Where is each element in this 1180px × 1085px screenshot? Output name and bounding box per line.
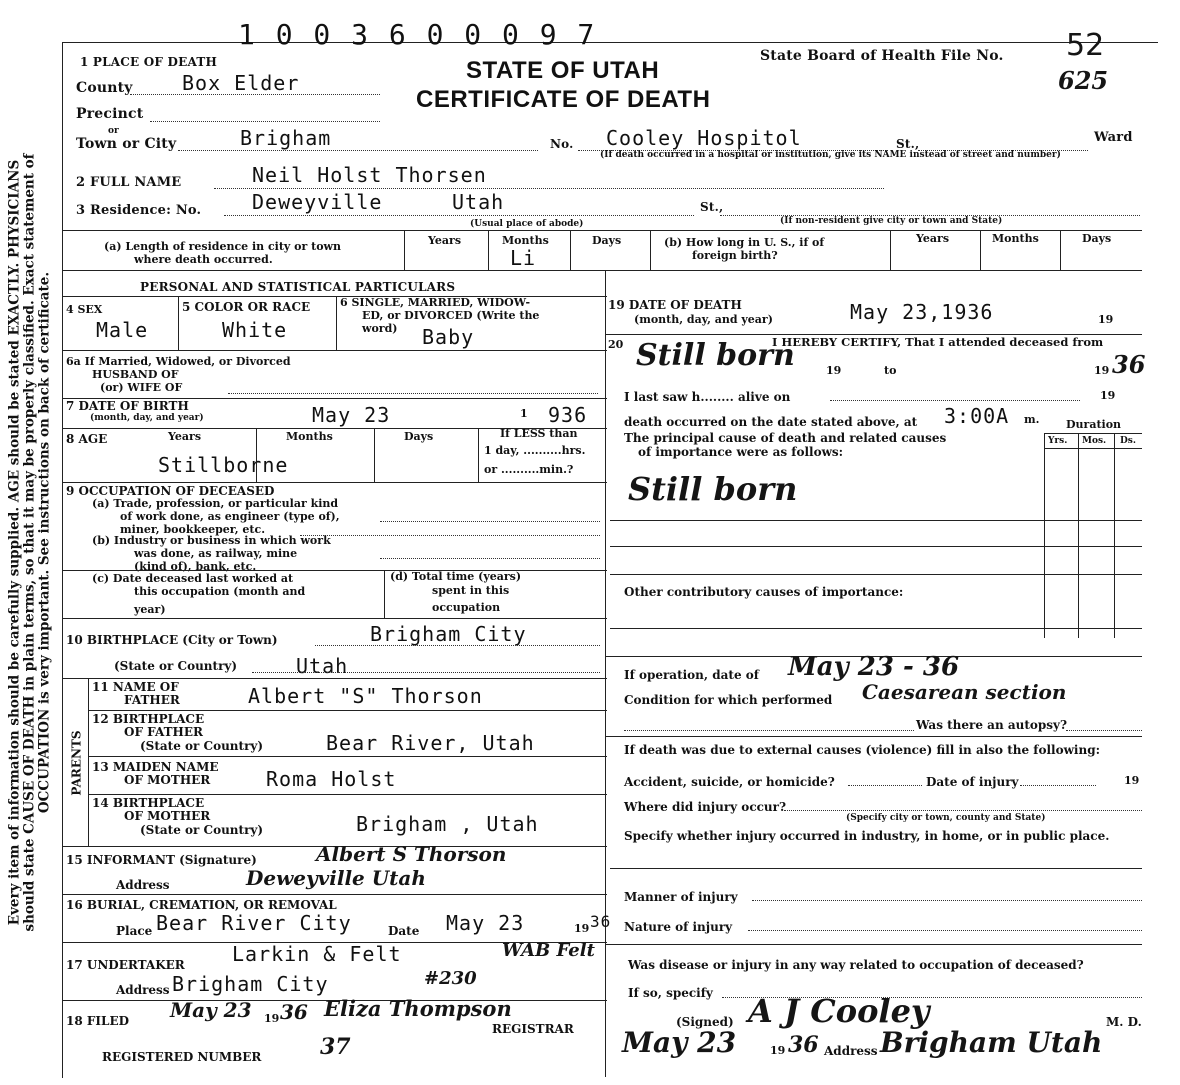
father-label-2: FATHER [124,693,180,707]
age-value: Stillborne [158,453,289,477]
birthplace-city: Brigham City [370,622,527,646]
md-label: M. D. [1106,1015,1142,1029]
mother-bp-label-2: OF MOTHER [124,809,211,823]
full-name-label: 2 FULL NAME [76,175,182,190]
county-label: County [76,80,133,96]
certify-20: 20 [608,338,624,351]
registrar-label: REGISTRAR [492,1022,574,1036]
specify-city-note: (Specify city or town, county and State) [846,813,1046,823]
age-months-label: Months [286,430,333,443]
specify-industry-label: Specify whether injury occurred in industry, in home, or in public place. [624,829,1110,843]
death-time: 3:00A [944,404,1010,428]
dod-label-2: (month, day, and year) [634,313,773,326]
mother-name: Roma Holst [266,767,397,791]
registrar-signature: Eliza Thompson [324,996,512,1021]
where-injury-label: Where did injury occur? [624,800,787,814]
occupation-b-3: (kind of), bank, etc. [134,560,257,573]
dod-19: 19 [1098,313,1114,326]
age-days-label: Days [404,430,434,443]
cause-label-2: of importance were as follows: [638,445,844,459]
injury-date-label: Date of injury [926,775,1019,789]
less-than-1: If LESS than [500,427,578,440]
undertaker-license: #230 [424,968,477,989]
other-causes-label: Other contributory causes of importance: [624,585,904,599]
file-no-label: State Board of Health File No. [760,48,1004,64]
duration-ds: Ds. [1120,436,1137,446]
accident-label: Accident, suicide, or homicide? [624,775,835,789]
operation-label: If operation, date of [624,668,759,682]
marital-label-1: 6 SINGLE, MARRIED, WIDOW- [340,296,531,309]
registered-number: 37 [320,1034,351,1060]
external-causes-label: If death was due to external causes (violence) fill in also the following: [624,743,1101,757]
undertaker-label: 17 UNDERTAKER [66,958,185,972]
residence-label: 3 Residence: No. [76,203,202,218]
town-label: Town or City [76,136,177,152]
certify-19b: 19 [1094,364,1110,377]
signed-19: 19 [770,1044,786,1057]
mother-birthplace: Brigham , Utah [356,812,539,836]
burial-year: 36 [590,912,612,931]
condition-label: Condition for which performed [624,693,833,707]
certify-to: to [884,364,897,377]
precinct-label: Precinct [76,106,144,122]
undertaker-name: Larkin & Felt [232,942,402,966]
occupation-b-2: was done, as railway, mine [134,547,298,560]
cause-label-1: The principal cause of death and related causes [624,431,947,445]
residence-value-2: Utah [452,190,505,214]
undertaker-address: Brigham City [172,972,329,996]
father-bp-label-2: OF FATHER [124,725,204,739]
filed-year-prefix: 19 [264,1012,280,1025]
father-name: Albert "S" Thorson [248,684,483,708]
duration-label: Duration [1066,418,1122,431]
spouse-label-1: 6a If Married, Widowed, or Divorced [66,355,291,368]
manner-label: Manner of injury [624,890,738,904]
length-residence-label-2: where death occurred. [134,253,273,266]
spouse-label-2: HUSBAND OF [92,368,179,381]
signed-date: May 23 [622,1026,737,1059]
undertaker-address-label: Address [116,983,170,997]
dob-label-1: 7 DATE OF BIRTH [66,399,189,413]
signed-address-label: Address [824,1044,878,1058]
burial-date-label: Date [388,924,420,938]
less-than-3: or ..........min.? [484,463,574,476]
burial-label: 16 BURIAL, CREMATION, OR REMOVAL [66,898,337,912]
nature-label: Nature of injury [624,920,733,934]
burial-date: May 23 [446,911,525,935]
duration-yrs: Yrs. [1048,436,1068,446]
color-label: 5 COLOR OR RACE [182,300,311,314]
foreign-birth-label-1: (b) How long in U. S., if of [664,236,825,249]
father-birthplace: Bear River, Utah [326,731,535,755]
dob-label-2: (month, day, and year) [90,413,204,423]
birthplace-state: Utah [296,654,349,678]
occurred-label: death occurred on the date stated above, at [624,415,918,429]
occupation-a-3: miner, bookkeeper, etc. [120,523,266,536]
signed-label: (Signed) [676,1015,734,1029]
condition-value: Caesarean section [862,680,1067,704]
margin-line-1: Every item of information should be carefully supplied. AGE should be stated EXACTLY. PHYSICIANS [6,159,23,926]
physician-signature: A J Cooley [748,992,930,1030]
certificate-title: STATE OF UTAH [466,57,660,84]
usual-abode-note: (Usual place of abode) [470,219,584,229]
color-value: White [222,318,288,342]
no-label: No. [550,137,574,151]
informant-address-label: Address [116,878,170,892]
st-label: St., [896,137,920,151]
hospital-value: Cooley Hospitol [606,126,802,150]
foreign-months-header: Months [992,232,1039,245]
occupation-d-1: (d) Total time (years) [390,570,522,583]
full-name-value: Neil Holst Thorsen [252,163,487,187]
residence-years-header: Years [428,234,462,247]
marital-label-3: word) [362,322,398,335]
birthplace-label: 10 BIRTHPLACE (City or Town) [66,633,278,647]
file-no: 52 [1066,28,1105,63]
duration-mos: Mos. [1082,436,1107,446]
occupation-a-2: of work done, as engineer (type of), [120,510,340,523]
certify-19a: 19 [826,364,842,377]
town-value: Brigham [240,126,332,150]
mother-label-2: OF MOTHER [124,773,211,787]
certificate-subtitle: CERTIFICATE OF DEATH [416,86,711,113]
burial-place-label: Place [116,924,153,938]
residence-days-header: Days [592,234,622,247]
hospital-note: (If death occurred in a hospital or institution, give its NAME instead of street and number) [600,150,1061,160]
margin-instructions [8,43,53,1043]
occupation-d-3: occupation [432,601,501,614]
informant-address: Deweyville Utah [246,866,426,890]
filed-year: 36 [280,1000,308,1024]
age-years-label: Years [168,430,202,443]
foreign-days-header: Days [1082,232,1112,245]
father-bp-label-3: (State or Country) [140,739,264,753]
serial-number: 1 0 0 3 6 0 0 0 9 7 [238,18,597,51]
residence-st-label: St., [700,200,724,214]
margin-line-3: OCCUPATION is very important. See instructions on back of certificate. [36,271,53,814]
foreign-years-header: Years [916,232,950,245]
occupation-label: 9 OCCUPATION OF DECEASED [66,484,275,498]
last-saw: I last saw h........ alive on [624,390,791,404]
mother-bp-label-1: 14 BIRTHPLACE [92,796,205,810]
mother-bp-label-3: (State or Country) [140,823,264,837]
dob-month-day: May 23 [312,403,391,427]
certify-year: 36 [1112,350,1146,379]
signed-address: Brigham Utah [880,1026,1103,1059]
dod-value: May 23,1936 [850,300,994,324]
file-no-2: 625 [1058,66,1109,95]
mother-label-1: 13 MAIDEN NAME [92,760,219,774]
father-label-1: 11 NAME OF [92,680,179,694]
marital-value: Baby [422,325,475,349]
less-than-2: 1 day, ..........hrs. [484,444,586,457]
signed-year: 36 [788,1032,819,1058]
place-section-label: 1 PLACE OF DEATH [80,55,217,69]
spouse-label-3: (or) WIFE OF [100,381,183,394]
county-value: Box Elder [182,71,300,95]
marital-label-2: ED, or DIVORCED (Write the [362,309,540,322]
autopsy-label: Was there an autopsy? [916,718,1068,732]
informant-label: 15 INFORMANT (Signature) [66,853,257,867]
occupation-c-2: this occupation (month and [134,585,306,598]
cause-handwritten: Still born [628,470,798,508]
undertaker-signature: WAB Felt [502,940,595,961]
operation-date: May 23 - 36 [788,652,960,682]
parents-side-label: PARENTS [69,730,84,796]
residence-value-1: Deweyville [252,190,383,214]
certify-statement: I HEREBY CERTIFY, That I attended deceased from [772,335,1104,349]
last-saw-19: 19 [1100,389,1116,402]
dod-label-1: 19 DATE OF DEATH [608,298,742,312]
burial-year-prefix: 19 [574,922,590,935]
related-label: Was disease or injury in any way related to occupation of deceased? [628,958,1084,972]
informant-signature: Albert S Thorson [316,842,507,866]
occupation-b-1: (b) Industry or business in which work [92,534,331,547]
foreign-birth-label-2: foreign birth? [692,249,778,262]
occupation-d-2: spent in this [432,584,510,597]
margin-line-2: should state CAUSE OF DEATH in plain terms, so that it may be properly classified. Exact statement of [21,153,38,932]
dob-year-prefix: 1 [520,407,528,420]
or-label: or [108,126,119,136]
residence-months-value: Li [510,246,537,270]
personal-heading: PERSONAL AND STATISTICAL PARTICULARS [140,280,456,294]
registered-number-label: REGISTERED NUMBER [102,1050,262,1064]
age-label: 8 AGE [66,432,108,446]
length-residence-label-1: (a) Length of residence in city or town [104,240,342,253]
certify-handwritten: Still born [636,338,795,373]
nonresident-note: (If non-resident give city or town and State) [780,216,1003,226]
filed-label: 18 FILED [66,1014,129,1028]
residence-months-header: Months [502,234,549,247]
ward-label: Ward [1094,130,1133,145]
occupation-a-1: (a) Trade, profession, or particular kind [92,497,339,510]
time-m: m. [1024,413,1040,426]
sex-value: Male [96,318,149,342]
injury-19: 19 [1124,774,1140,787]
father-bp-label-1: 12 BIRTHPLACE [92,712,205,726]
if-so-label: If so, specify [628,986,713,1000]
birthplace-state-label: (State or Country) [114,659,238,673]
occupation-c-1: (c) Date deceased last worked at [92,572,294,585]
occupation-c-3: year) [134,603,166,616]
dob-year: 936 [548,403,588,427]
burial-place: Bear River City [156,911,352,935]
filed-date: May 23 [170,998,252,1022]
sex-label: 4 SEX [66,303,103,316]
